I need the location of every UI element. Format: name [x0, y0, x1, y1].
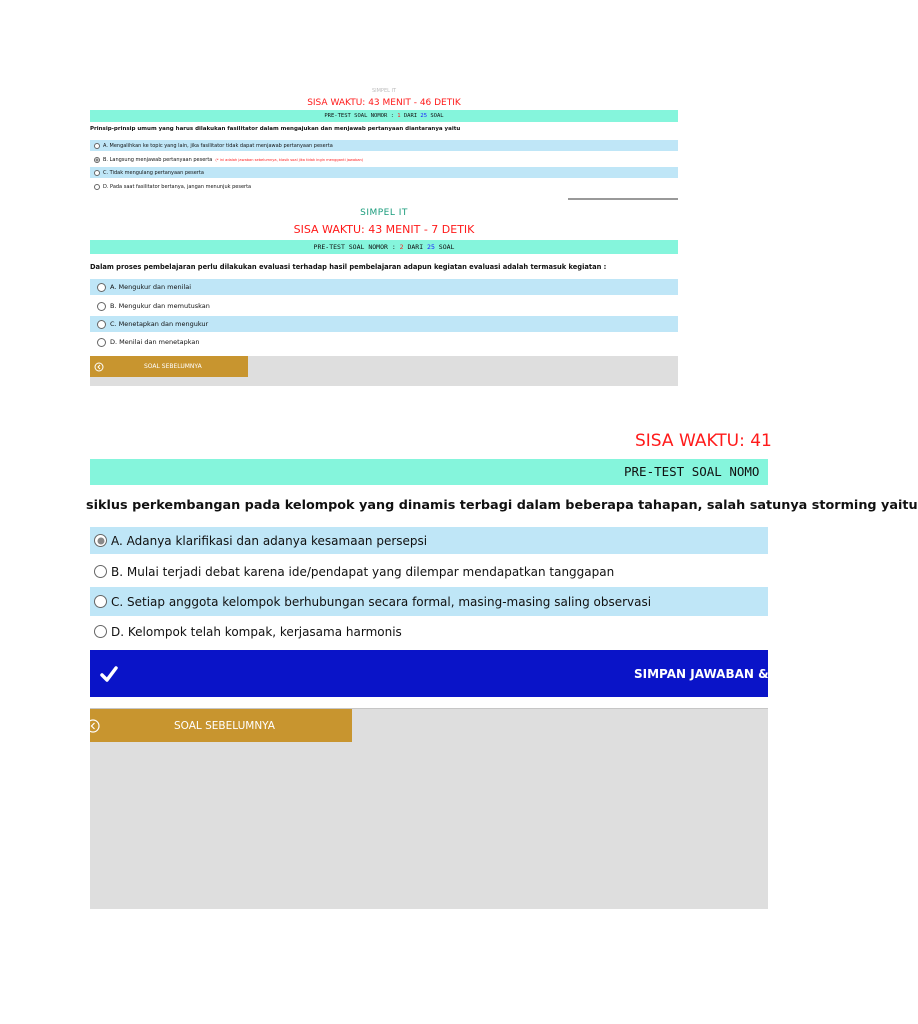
- radio-icon[interactable]: [97, 338, 106, 347]
- radio-selected-icon[interactable]: [94, 534, 107, 547]
- prev-question-button[interactable]: SOAL SEBELUMNYA: [90, 356, 248, 377]
- radio-icon[interactable]: [94, 595, 107, 608]
- option-b[interactable]: B. Mengukur dan memutuskan: [90, 298, 678, 314]
- question-text: Prinsip-prinsip umum yang harus dilakukan fasilitator dalam mengajukan dan menjawab pertanyaan diantaranya yaitu: [90, 126, 461, 132]
- checkmark-icon: [100, 665, 118, 683]
- question-number-bar: PRE-TEST SOAL NOMOR : 2 DARI 25 SOAL: [90, 240, 678, 254]
- radio-selected-icon[interactable]: [94, 157, 100, 163]
- exam-screenshot-2: [90, 202, 678, 386]
- question-number-bar: PRE-TEST SOAL NOMOR : 1 DARI 25 SOAL: [90, 110, 678, 122]
- option-a[interactable]: A. Adanya klarifikasi dan adanya kesamaan persepsi: [90, 527, 768, 554]
- option-d[interactable]: D. Kelompok telah kompak, kerjasama harmonis: [90, 618, 768, 645]
- app-title: SIMPEL IT: [360, 208, 408, 218]
- exam-screenshot-3: [86, 423, 918, 908]
- radio-icon[interactable]: [94, 170, 100, 176]
- radio-icon[interactable]: [94, 565, 107, 578]
- timer: SISA WAKTU: 43 MENIT - 7 DETIK: [293, 223, 475, 236]
- option-a[interactable]: A. Mengukur dan menilai: [90, 279, 678, 295]
- option-a[interactable]: A. Mengalihkan ke topic yang lain, jika fasilitator tidak dapat menjawab pertanyaan peserta: [90, 140, 678, 151]
- radio-icon[interactable]: [97, 302, 106, 311]
- option-d[interactable]: D. Pada saat fasilitator bertanya, jangan menunjuk peserta: [90, 181, 678, 192]
- question-number-bar: PRE-TEST SOAL NOMO: [90, 459, 768, 485]
- question-text: Dalam proses pembelajaran perlu dilakukan evaluasi terhadap hasil pembelajaran adapun kegiatan evaluasi adalah termasuk kegiatan :: [90, 263, 607, 271]
- option-c[interactable]: C. Setiap anggota kelompok berhubungan secara formal, masing-masing saling observasi: [90, 587, 768, 616]
- radio-icon[interactable]: [94, 184, 100, 190]
- arrow-left-circle-icon: [86, 719, 100, 733]
- radio-icon[interactable]: [97, 320, 106, 329]
- divider: [568, 198, 678, 200]
- radio-icon[interactable]: [94, 625, 107, 638]
- app-title: SIMPEL IT: [371, 88, 397, 94]
- option-d[interactable]: D. Menilai dan menetapkan: [90, 334, 678, 350]
- timer: SISA WAKTU: 43 MENIT - 46 DETIK: [307, 98, 461, 108]
- radio-icon[interactable]: [97, 283, 106, 292]
- save-answer-button[interactable]: SIMPAN JAWABAN &: [90, 650, 768, 697]
- option-b[interactable]: B. Langsung menjawab pertanyaan peserta (* ini adalah jawaban sebelumnya, klasik soal jika tidak ingin mengganti jawaban): [90, 154, 678, 165]
- option-b[interactable]: B. Mulai terjadi debat karena ide/pendapat yang dilempar mendapatkan tanggapan: [90, 558, 768, 585]
- timer: SISA WAKTU: 41: [635, 431, 772, 451]
- question-text: siklus perkembangan pada kelompok yang dinamis terbagi dalam beberapa tahapan, salah satunya storming yaitu: [86, 498, 918, 513]
- option-c[interactable]: C. Tidak mengulang pertanyaan peserta: [90, 167, 678, 178]
- prev-question-button[interactable]: SOAL SEBELUMNYA: [90, 709, 352, 742]
- exam-screenshot-1: [90, 88, 678, 200]
- option-c[interactable]: C. Menetapkan dan mengukur: [90, 316, 678, 332]
- arrow-left-circle-icon: [94, 362, 104, 372]
- radio-icon[interactable]: [94, 143, 100, 149]
- previous-answer-note: (* ini adalah jawaban sebelumnya, klasik soal jika tidak ingin mengganti jawaban): [215, 157, 364, 162]
